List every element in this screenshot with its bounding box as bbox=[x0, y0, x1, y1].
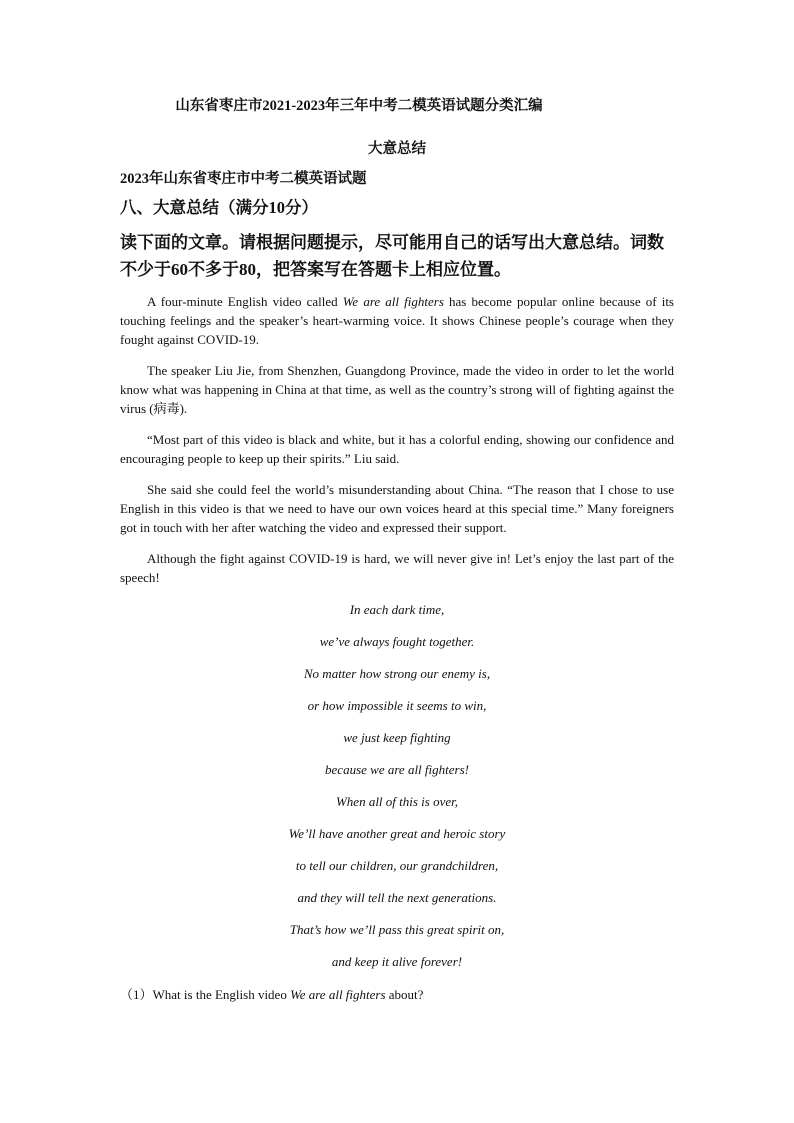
exam-name: 2023年山东省枣庄市中考二模英语试题 bbox=[120, 171, 367, 187]
instruction-text: 读下面的文章。请根据问题提示，尽可能用自己的话写出大意总结。词数不少于60不多于80，把答案写在答题卡上相应位置。 bbox=[120, 233, 664, 279]
poem-line: In each dark time, bbox=[349, 602, 445, 617]
poem-line: to tell our children, our grandchildren, bbox=[295, 858, 499, 873]
question-number: （1） bbox=[120, 987, 153, 1002]
passage-paragraph-3: “Most part of this video is black and white, but it has a colorful ending, showing our confidence and encouraging people to keep up their spirits.” Liu said. bbox=[120, 432, 674, 466]
question-1: （1）What is the English video We are all fighters about? bbox=[120, 987, 424, 1002]
passage-paragraph-1: A four-minute English video called We are all fighters has become popular online because of its touching feelings and the speaker’s heart-warming voice. It shows Chinese people’s courage when they fought against COVID-19. bbox=[120, 294, 674, 347]
poem-line: because we are all fighters! bbox=[325, 762, 469, 777]
passage-paragraph-5: Although the fight against COVID-19 is hard, we will never give in! Let’s enjoy the last part of the speech! bbox=[120, 551, 674, 585]
poem-line: we’ve always fought together. bbox=[319, 634, 475, 649]
document-title: 山东省枣庄市2021-2023年三年中考二模英语试题分类汇编 bbox=[175, 98, 543, 114]
poem-line: we just keep fighting bbox=[343, 730, 451, 745]
poem-line: and keep it alive forever! bbox=[331, 954, 463, 969]
question-video-title: We are all fighters bbox=[290, 987, 386, 1002]
poem-line: We’ll have another great and heroic story bbox=[288, 826, 506, 841]
document-subtitle: 大意总结 bbox=[368, 141, 426, 157]
reading-passage bbox=[120, 292, 674, 599]
poem-line: or how impossible it seems to win, bbox=[307, 698, 487, 713]
poem-line: and they will tell the next generations. bbox=[297, 890, 497, 905]
poem-line: No matter how strong our enemy is, bbox=[303, 666, 491, 681]
speech-poem bbox=[120, 600, 674, 984]
poem-line: When all of this is over, bbox=[335, 794, 459, 809]
poem-line: That’s how we’ll pass this great spirit on, bbox=[289, 922, 505, 937]
video-title: We are all fighters bbox=[342, 294, 444, 309]
passage-paragraph-4: She said she could feel the world’s misunderstanding about China. “The reason that I chose to use English in this video is that we need to have our own voices heard at this special time.” Many foreigners got in touch with her after watching the video and expressed their support. bbox=[120, 482, 674, 535]
passage-paragraph-2: The speaker Liu Jie, from Shenzhen, Guangdong Province, made the video in order to let the world know what was happening in China at that time, as well as the country’s strong will of fighting against the virus (病毒). bbox=[120, 363, 674, 416]
section-title: 八、大意总结（满分10分） bbox=[120, 198, 318, 217]
